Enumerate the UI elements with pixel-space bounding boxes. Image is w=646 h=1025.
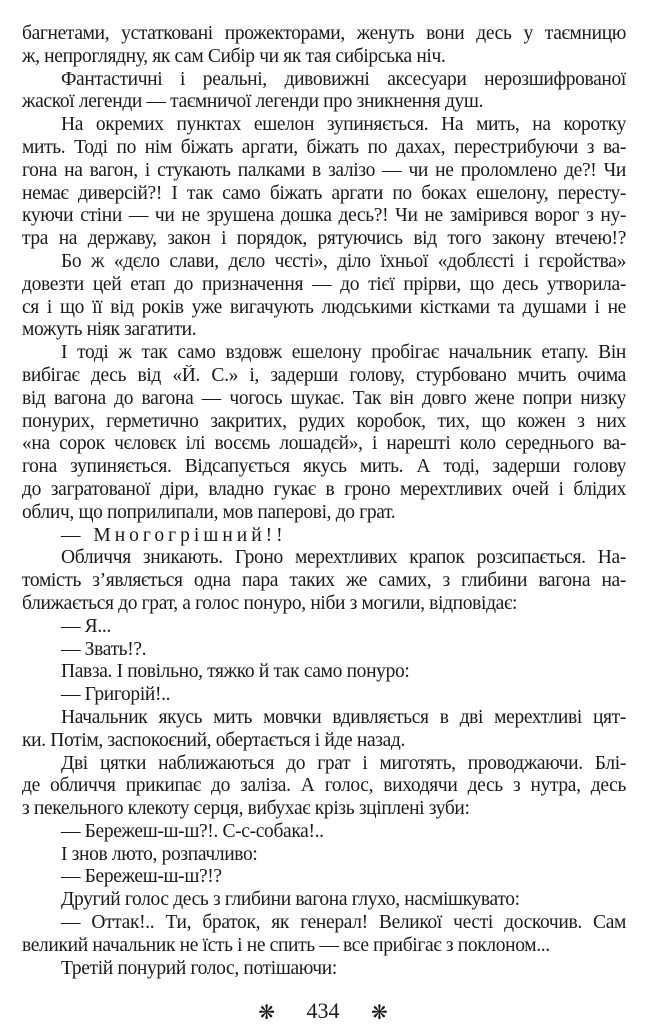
text-line: жаскої легенди — таємничої легенди про зникнення душ. (22, 91, 484, 113)
text-line: гона зупиняється. Відсапується якусь мить. А тоді, задерши голову (22, 456, 626, 478)
text-line: гона на вагон, і стукають палками в залізо — чи не проломлено де?! Чи (22, 159, 626, 181)
text-line: тра на державу, закон і порядок, рятуючись від того закону втечею!? (22, 228, 626, 250)
text-line: — Бережеш-ш-ш?!. С-с-собака!.. (61, 820, 324, 842)
text-line: І тоді ж так само вздовж ешелону пробігає начальник етапу. Він (61, 342, 626, 364)
text-line: облич, що поприлипали, мов паперові, до грат. (22, 501, 396, 523)
page-footer (0, 998, 646, 1025)
text-line: до загратованої діри, владно гукає в гроно мерехтливих очей і блідих (22, 478, 626, 500)
text-line: багнетами, устатковані прожекторами, женуть вони десь у таємницю (22, 23, 626, 44)
text-line: Бо ж «дєло слави, дєло чєсті», діло їхньої «доблєсті і гєройства» (61, 250, 626, 272)
text-line: ся і що її від років уже вигачують людськими кістками та душами і не (22, 296, 626, 318)
text-line: де обличчя прикипає до заліза. А голос, виходячи десь з нутра, десь (22, 775, 626, 797)
text-line: Павза. І повільно, тяжко й так само понуро: (61, 661, 410, 683)
text-line: вибігає десь від «Й. С.» і, задерши голову, стурбовано мчить очима (22, 364, 626, 386)
text-line: мить. Тоді по нім біжать аргати, біжать по дахах, перестрибуючи з ва- (22, 136, 626, 158)
ornament-left-icon: ❋ (258, 1002, 275, 1025)
text-line: великий начальник не їсть і не спить — все прибігає з поклоном... (22, 934, 550, 956)
text-line: куючи стіни — чи не зрушена дошка десь?! Чи не замірився ворог з ну- (22, 205, 626, 227)
text-line: з пекельного клекоту серця, вибухає крізь зціплені зуби: (22, 798, 470, 820)
text-line: Фантастичні і реальні, дивовижні аксесуари нерозшифрованої (61, 68, 626, 90)
text-line: Обличчя зникають. Гроно мерехтливих крапок розсипається. На- (61, 547, 626, 569)
text-line: — Бережеш-ш-ш?!? (61, 866, 222, 888)
ornament-right-icon: ❋ (371, 1002, 388, 1025)
page-number: 434 (306, 998, 340, 1023)
book-page-text (22, 23, 626, 980)
text-line: томість з’являється одна пара таких же самих, з глибини вагона на- (22, 570, 626, 592)
text-line: — Я... (61, 615, 111, 637)
text-line: можуть ніяк загатити. (22, 319, 197, 341)
text-line: — Многогрішний!! (61, 524, 287, 546)
text-line: — Григорій!.. (61, 684, 171, 706)
text-line: Дві цятки наближаються до грат і миготять, проводжаючи. Блі- (61, 752, 626, 774)
text-line: І знов люто, розпачливо: (61, 843, 258, 865)
text-line: — Звать!?. (61, 638, 147, 660)
text-line: — Оттак!.. Ти, браток, як генерал! Великої честі доскочив. Сам (61, 912, 626, 934)
text-line: На окремих пунктах ешелон зупиняється. На мить, на коротку (61, 114, 626, 136)
text-line: ки. Потім, заспокоєний, обертається і йде назад. (22, 729, 406, 751)
text-line: понурих, герметично закритих, рудих коробок, тих, що кожен з них (22, 410, 626, 432)
text-line: довезти цей етап до призначення — до тієї прірви, що десь утворила- (22, 273, 626, 295)
text-line: Третій понурий голос, потішаючи: (61, 957, 337, 979)
text-line: «на сорок чєловєк ілі восємь лошадєй», і нарешті коло середнього ва- (22, 433, 626, 455)
text-line: Другий голос десь з глибини вагона глухо, насмішкувато: (61, 889, 520, 911)
text-line: немає диверсій?! І так само біжать аргати по боках ешелону, пересту- (22, 182, 626, 204)
text-line: ближається до грат, а голос понуро, ніби з могили, відповідає: (22, 592, 518, 614)
text-line: Начальник якусь мить мовчки вдивляється в дві мерехтливі цят- (61, 706, 626, 728)
text-line: ж, непроглядну, як сам Сибір чи як тая сибірська ніч. (22, 45, 446, 67)
text-line: від вагона до вагона — чогось шукає. Так він довго жене попри низку (22, 387, 626, 409)
